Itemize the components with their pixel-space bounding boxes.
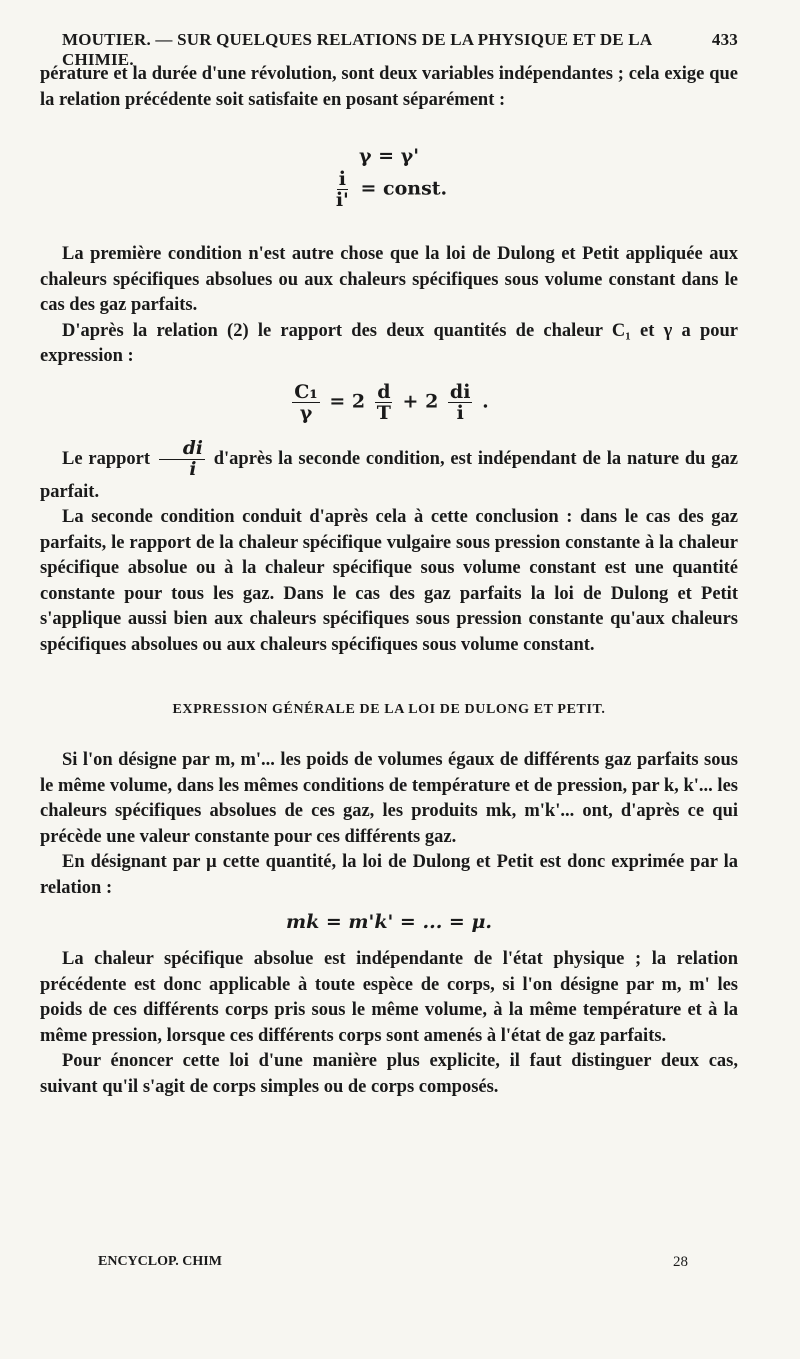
ratio-intro: Le rapport [62,448,151,469]
running-title: MOUTIER. — SUR QUELQUES RELATIONS DE LA PHYSIQUE ET DE LA CHIMIE. [62,30,652,69]
fraction-numerator: di [449,380,471,403]
fraction-di-over-i [448,382,473,423]
page-number: 433 [711,30,738,49]
equation-i-ratio [40,169,738,210]
paragraph-1: pérature et la durée d'une révolution, sont deux variables indépendantes ; cela exige que la relation précédente soit satisfaite en posant séparément : [40,64,738,110]
fraction-denominator: γ [299,401,313,424]
paragraph-6: Si l'on désigne par m, m'... les poids de volumes égaux de différents gaz parfaits sous le même volume, dans les mêmes conditions de température et de pression, par k, k'... les chaleurs spécifiques absolues de ces gaz, les produits mk, m'k'... ont, d'après ce qui précède une valeur constante pour ces différents gaz. [40,750,738,847]
fraction-c1-gamma [292,382,319,423]
page-footer [98,1254,688,1271]
equation-dulong-petit [40,911,738,933]
fraction-denominator: i [189,458,197,480]
paragraph-8: La chaleur spécifique absolue est indépendante de l'état physique ; la relation précédente est donc applicable à toute espèce de corps, si l'on désigne par m, m' les poids de ces différents corps pris sous le même volume, à la même température et à la même pression, lorsque ces différents corps sont amenés à l'état de gaz parfaits. [40,949,738,1046]
fraction-numerator: di [159,439,205,460]
paragraph-3: D'après la relation (2) le rapport des deux quantités de chaleur C₁ et γ a pour expression : [40,320,738,366]
fraction-numerator: C₁ [294,380,318,403]
paragraph-4 [40,439,738,506]
equation-gamma-text: γ = γ' [358,145,420,167]
page-body [40,62,738,1100]
footer-signature: ENCYCLOP. CHIM [98,1254,222,1269]
paragraph-5: La seconde condition conduit d'après cela à cette conclusion : dans le cas des gaz parfaits, le rapport de la chaleur spécifique vulgaire sous pression constante à la chaleur spécifique absolue ou à la chaleur spécifique sous volume constant est une quantité constante pour tous les gaz. Dans le cas des gaz parfaits la loi de Dulong et Petit s'applique aussi bien aux chaleurs spécifiques sous pression constante qu'aux chaleurs spécifiques absolues ou aux chaleurs spécifiques sous volume constant. [40,507,738,655]
equation-period: . [482,390,489,412]
fraction-d-over-t [375,382,393,423]
fraction-ratio-di-i [159,439,205,480]
equation-mk-text: mk = m'k' = ... = μ. [286,911,492,933]
equation-gamma [40,145,738,167]
equation-term: = 2 [329,390,366,412]
fraction-i-over-iprime [334,169,351,210]
fraction-denominator: i [456,401,464,424]
fraction-numerator: i [338,168,346,190]
paragraph-2: La première condition n'est autre chose que la loi de Dulong et Petit appliquée aux chaleurs spécifiques absolues ou aux chaleurs spécifiques sous volume constant dans le cas des gaz parfaits. [40,244,738,315]
equation-const: = const. [360,177,448,200]
fraction-denominator: i' [335,189,349,211]
fraction-denominator: T [376,401,391,424]
ratio-conclusion: d'après la seconde condition, est indépendant de la nature du gaz parfait. [40,448,739,502]
footer-page-number: 28 [673,1254,688,1270]
section-title: EXPRESSION GÉNÉRALE DE LA LOI DE DULONG ET PETIT. [172,702,606,717]
paragraph-7: En désignant par μ cette quantité, la loi de Dulong et Petit est donc exprimée par la relation : [40,852,738,898]
equation-term: + 2 [402,390,439,412]
fraction-numerator: d [377,380,391,403]
paragraph-9: Pour énoncer cette loi d'une manière plus explicite, il faut distinguer deux cas, suivant qu'il s'agit de corps simples ou de corps composés. [40,1051,738,1097]
equation-c1-gamma [40,382,738,423]
